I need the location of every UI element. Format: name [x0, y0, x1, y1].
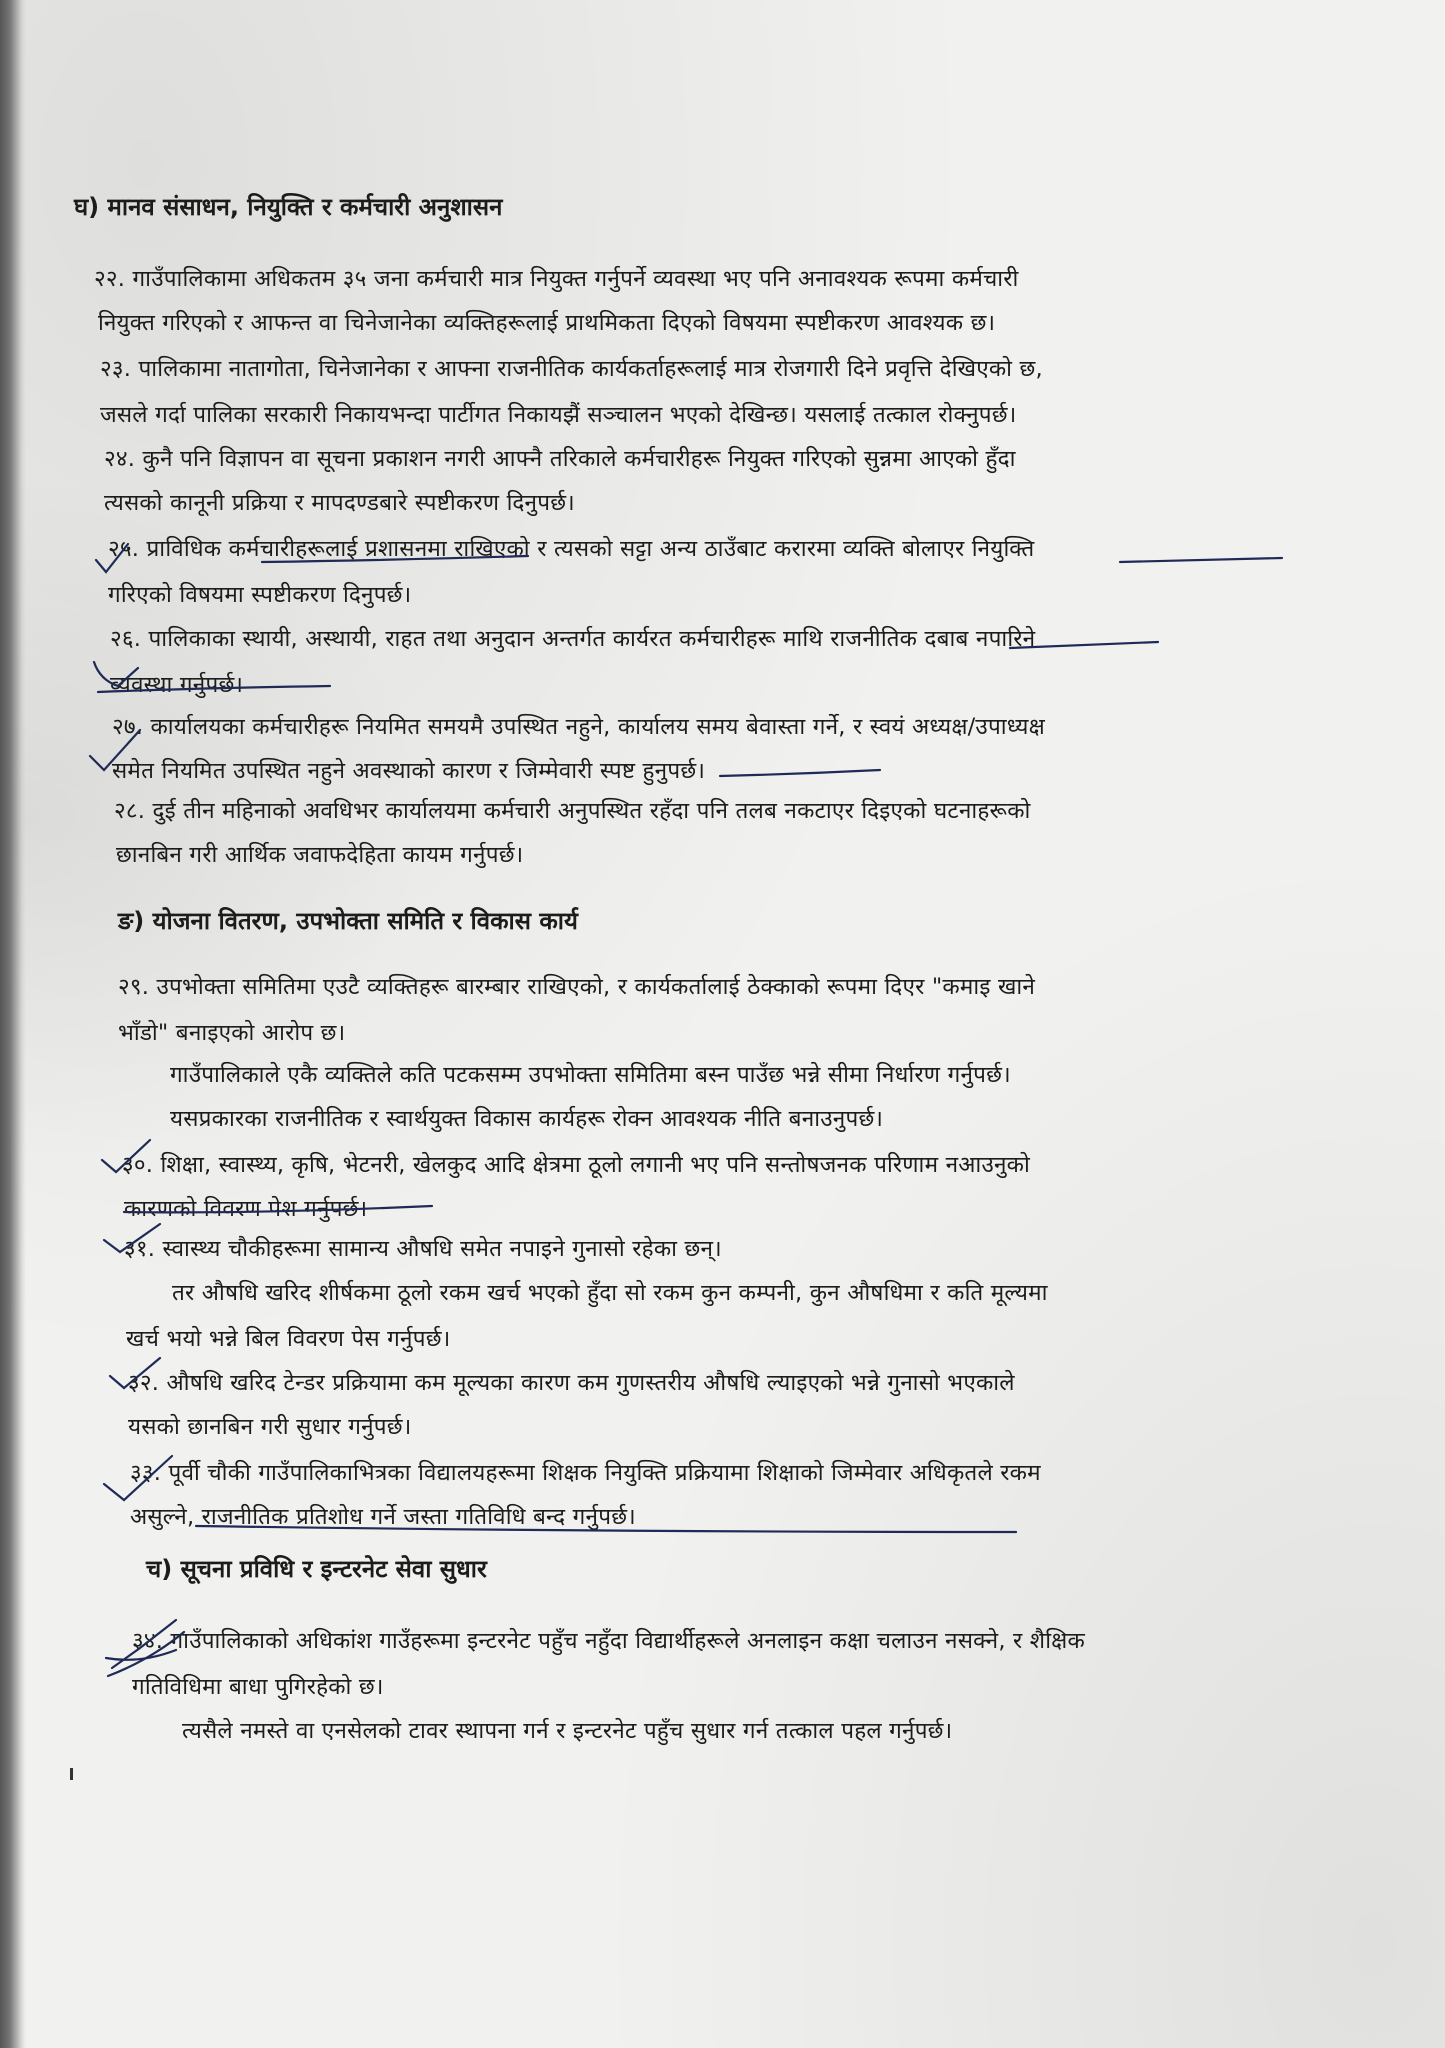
point-25-line-1: २५. प्राविधिक कर्मचारीहरूलाई प्रशासनमा राखिएको र त्यसको सट्टा अन्य ठाउँबाट करारमा व्यक्ति बोलाएर नियुक्ति: [108, 536, 1035, 562]
point-27-line-1: २७. कार्यालयका कर्मचारीहरू नियमित समयमै उपस्थित नहुने, कार्यालय समय बेवास्ता गर्ने, र स्वयं अध्यक्ष/उपाध्यक्ष: [112, 714, 1046, 740]
point-34-line-2: गतिविधिमा बाधा पुगिरहेको छ।: [132, 1674, 384, 1700]
point-27-line-2: समेत नियमित उपस्थित नहुने अवस्थाको कारण र जिम्मेवारी स्पष्ट हुनुपर्छ।: [112, 758, 706, 784]
section-heading-nga: ङ) योजना वितरण, उपभोक्ता समिति र विकास कार्य: [118, 907, 578, 935]
point-31-line-1: ३१. स्वास्थ्य चौकीहरूमा सामान्य औषधि समेत नपाइने गुनासो रहेका छन्।: [124, 1236, 722, 1262]
point-23-line-2: जसले गर्दा पालिका सरकारी निकायभन्दा पार्टीगत निकायझैं सञ्चालन भएको देखिन्छ। यसलाई तत्काल रोक्नुपर्छ।: [100, 402, 1017, 428]
point-24-line-1: २४. कुनै पनि विज्ञापन वा सूचना प्रकाशन नगरी आफ्नै तरिकाले कर्मचारीहरू नियुक्त गरिएको सुन्नमा आएको हुँदा: [104, 446, 1016, 472]
section-heading-gha: घ) मानव संसाधन, नियुक्ति र कर्मचारी अनुशासन: [74, 193, 503, 221]
point-24-line-2: त्यसको कानूनी प्रक्रिया र मापदण्डबारे स्पष्टीकरण दिनुपर्छ।: [104, 490, 575, 516]
point-34-line-1: ३४. गाउँपालिकाको अधिकांश गाउँहरूमा इन्टरनेट पहुँच नहुँदा विद्यार्थीहरूले अनलाइन कक्षा चलाउन नसक्ने, र शैक्षिक: [132, 1628, 1085, 1654]
point-33-line-2: असुल्ने, राजनीतिक प्रतिशोध गर्ने जस्ता गतिविधि बन्द गर्नुपर्छ।: [130, 1504, 636, 1530]
point-29-line-2: भाँडो" बनाइएको आरोप छ।: [118, 1020, 346, 1046]
point-31-line-2: तर औषधि खरिद शीर्षकमा ठूलो रकम खर्च भएको हुँदा सो रकम कुन कम्पनी, कुन औषधिमा र कति मूल्यमा: [172, 1280, 1048, 1306]
section-heading-cha: च) सूचना प्रविधि र इन्टरनेट सेवा सुधार: [146, 1555, 487, 1583]
point-22-line-1: २२. गाउँपालिकामा अधिकतम ३५ जना कर्मचारी मात्र नियुक्त गर्नुपर्ने व्यवस्था भए पनि अनावश्यक रूपमा कर्मचारी: [94, 266, 1019, 292]
point-30-line-1: ३०. शिक्षा, स्वास्थ्य, कृषि, भेटनरी, खेलकुद आदि क्षेत्रमा ठूलो लगानी भए पनि सन्तोषजनक परिणाम नआउनुको: [122, 1152, 1030, 1178]
point-23-line-1: २३. पालिकामा नातागोता, चिनेजानेका र आफ्ना राजनीतिक कार्यकर्ताहरूलाई मात्र रोजगारी दिने प्रवृत्ति देखिएको छ,: [100, 356, 1043, 382]
point-33-line-1: ३३. पूर्वी चौकी गाउँपालिकाभित्रका विद्यालयहरूमा शिक्षक नियुक्ति प्रक्रियामा शिक्षाको जिम्मेवार अधिकृतले रकम: [130, 1460, 1041, 1486]
point-32-line-1: ३२. औषधि खरिद टेन्डर प्रक्रियामा कम मूल्यका कारण कम गुणस्तरीय औषधि ल्याइएको भन्ने गुनासो भएकाले: [128, 1370, 1015, 1396]
point-34-line-3: त्यसैले नमस्ते वा एनसेलको टावर स्थापना गर्न र इन्टरनेट पहुँच सुधार गर्न तत्काल पहल गर्नुपर्छ।: [182, 1718, 953, 1744]
point-25-line-2: गरिएको विषयमा स्पष्टीकरण दिनुपर्छ।: [108, 582, 412, 608]
point-28-line-1: २८. दुई तीन महिनाको अवधिभर कार्यालयमा कर्मचारी अनुपस्थित रहँदा पनि तलब नकटाएर दिइएको घटनाहरूको: [114, 798, 1031, 824]
point-26-line-1: २६. पालिकाका स्थायी, अस्थायी, राहत तथा अनुदान अन्तर्गत कार्यरत कर्मचारीहरू माथि राजनीतिक दबाब नपारिने: [110, 626, 1036, 652]
point-30-line-2: कारणको विवरण पेश गर्नुपर्छ।: [124, 1196, 368, 1222]
point-29-line-4: यसप्रकारका राजनीतिक र स्वार्थयुक्त विकास कार्यहरू रोक्न आवश्यक नीति बनाउनुपर्छ।: [170, 1106, 884, 1132]
point-29-line-3: गाउँपालिकाले एकै व्यक्तिले कति पटकसम्म उपभोक्ता समितिमा बस्न पाउँछ भन्ने सीमा निर्धारण गर्नुपर्छ।: [170, 1062, 1011, 1088]
point-29-line-1: २९. उपभोक्ता समितिमा एउटै व्यक्तिहरू बारम्बार राखिएको, र कार्यकर्तालाई ठेक्काको रूपमा दिएर "कमाइ खाने: [118, 974, 1036, 1000]
point-32-line-2: यसको छानबिन गरी सुधार गर्नुपर्छ।: [128, 1414, 412, 1440]
point-28-line-2: छानबिन गरी आर्थिक जवाफदेहिता कायम गर्नुपर्छ।: [116, 842, 524, 868]
point-31-line-3: खर्च भयो भन्ने बिल विवरण पेस गर्नुपर्छ।: [126, 1326, 451, 1352]
point-26-line-2: व्यवस्था गर्नुपर्छ।: [110, 672, 244, 698]
point-22-line-2: नियुक्त गरिएको र आफन्त वा चिनेजानेका व्यक्तिहरूलाई प्राथमिकता दिएको विषयमा स्पष्टीकरण आवश्यक छ।: [98, 310, 996, 336]
